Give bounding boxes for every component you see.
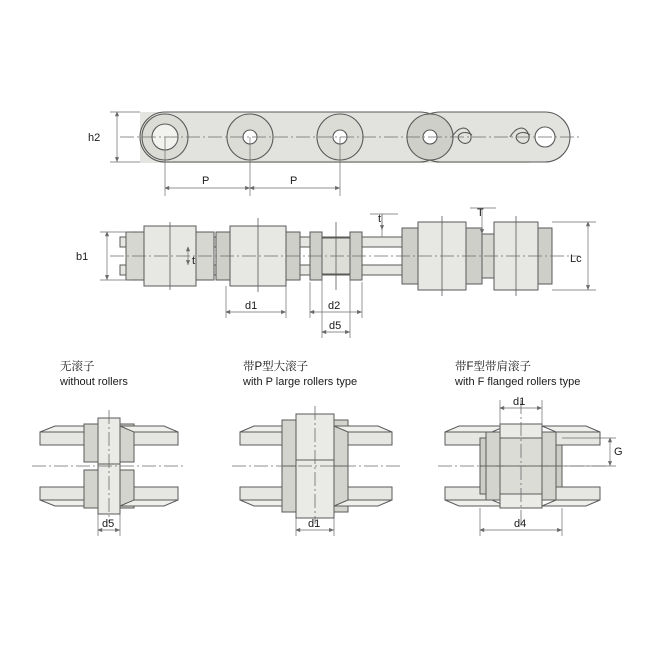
dimension-label-d4-variant3: d4 xyxy=(514,518,527,530)
dimension-label-t-top: t xyxy=(378,213,382,225)
dimension-label-h2: h2 xyxy=(88,132,101,144)
dimension-label-d2-top-view: d2 xyxy=(328,300,341,312)
variant-label-en-3: with F flanged rollers type xyxy=(455,376,581,388)
dimension-label-G-variant3: G xyxy=(614,446,623,458)
variant-label-cn-2: 带P型大滚子 xyxy=(243,361,309,373)
variant-label-cn-1: 无滚子 xyxy=(60,361,95,373)
dimension-label-b1: b1 xyxy=(76,251,89,263)
dimension-label-T-top: T xyxy=(477,207,484,219)
variant-label-en-2: with P large rollers type xyxy=(243,376,358,388)
dimension-label-d5-top-view: d5 xyxy=(329,320,342,332)
variant-label-cn-3: 带F型带肩滚子 xyxy=(455,361,532,373)
dimension-label-Lc: Lc xyxy=(570,253,582,265)
dimension-label-d1-variant2: d1 xyxy=(308,518,321,530)
dimension-label-d5-variant1: d5 xyxy=(102,518,115,530)
dimension-label-d1-variant3: d1 xyxy=(513,396,526,408)
dimension-label-d1-top-view: d1 xyxy=(245,300,258,312)
variant-label-en-1: without rollers xyxy=(60,376,128,388)
dimension-label-p-1: P xyxy=(202,175,210,187)
dimension-label-p-2: P xyxy=(290,175,298,187)
dimension-label-t-left: t xyxy=(192,255,196,267)
